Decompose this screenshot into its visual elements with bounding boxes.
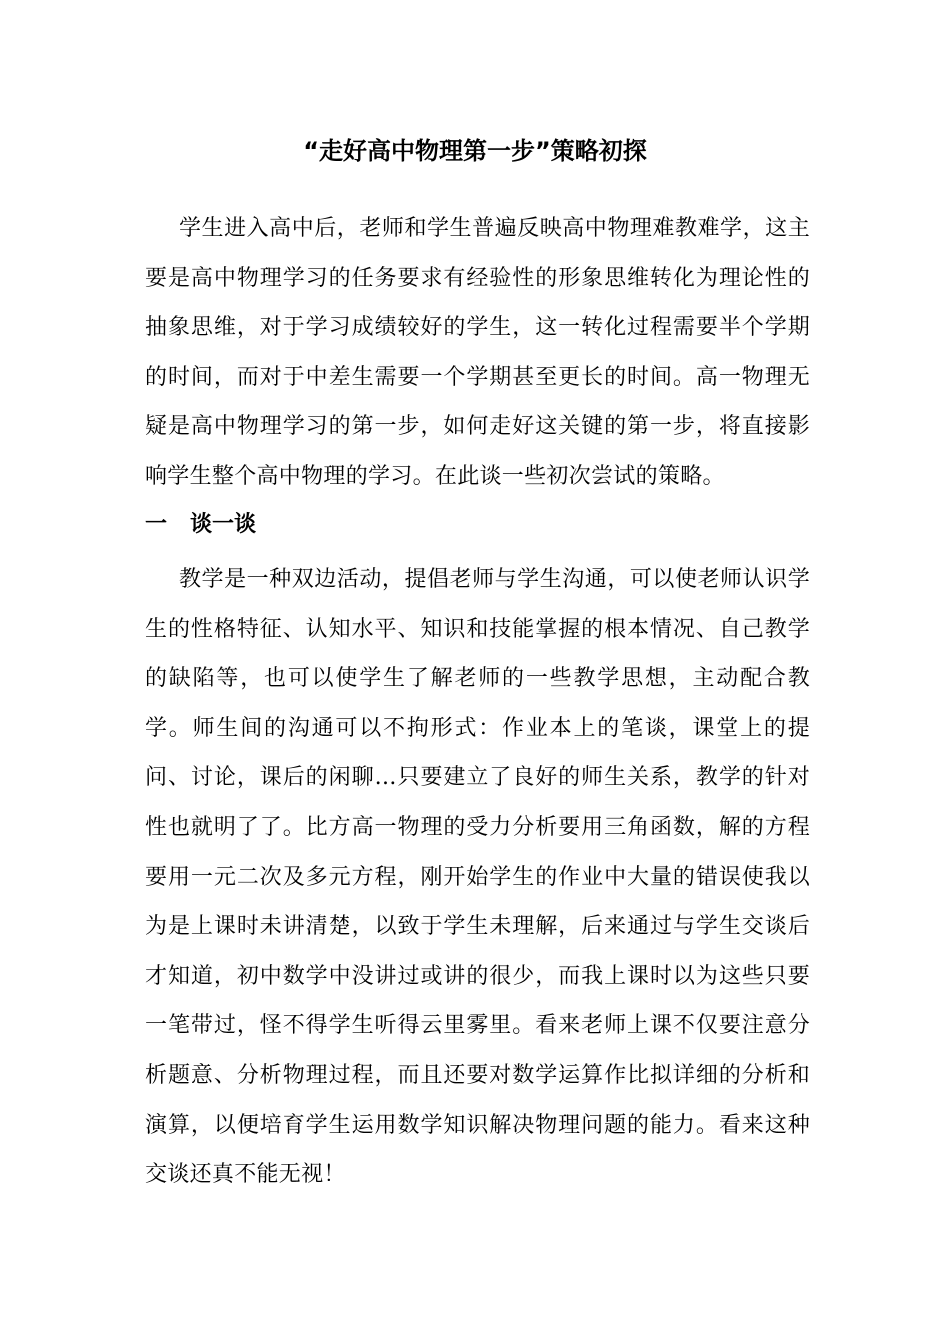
section-heading bbox=[145, 505, 256, 545]
intro-paragraph: 学生进入高中后，老师和学生普遍反映高中物理难教难学，这主要是高中物理学习的任务要求有经验性的形象思维转化为理论性的抽象思维，对于学习成绩较好的学生，这一转化过程需要半个学期的时间，而对于中差生需要一个学期甚至更长的时间。高一物理无疑是高中物理学习的第一步，如何走好这关键的第一步，将直接影响学生整个高中物理的学习。在此谈一些初次尝试的策略。 bbox=[145, 216, 810, 489]
document-title: “走好高中物理第一步”策略初探 bbox=[303, 137, 647, 165]
section-paragraph: 教学是一种双边活动，提倡老师与学生沟通，可以使老师认识学生的性格特征、认知水平、知识和技能掌握的根本情况、自己教学的缺陷等，也可以使学生了解老师的一些教学思想，主动配合教学。师生间的沟通可以不拘形式：作业本上的笔谈，课堂上的提问、讨论，课后的闲聊…只要建立了良好的师生关系，教学的针对性也就明了了。比方高一物理的受力分析要用三角函数，解的方程要用一元二次及多元方程，刚开始学生的作业中大量的错误使我以为是上课时未讲清楚，以致于学生未理解，后来通过与学生交谈后才知道，初中数学中没讲过或讲的很少，而我上课时以为这些只要一笔带过，怪不得学生听得云里雾里。看来老师上课不仅要注意分析题意、分析物理过程，而且还要对数学运算作比拟详细的分析和演算，以便培育学生运用数学知识解决物理问题的能力。看来这种交谈还真不能无视！ bbox=[145, 567, 810, 1188]
section-title: 谈一谈 bbox=[190, 512, 257, 537]
section-number: 一 bbox=[145, 512, 168, 537]
